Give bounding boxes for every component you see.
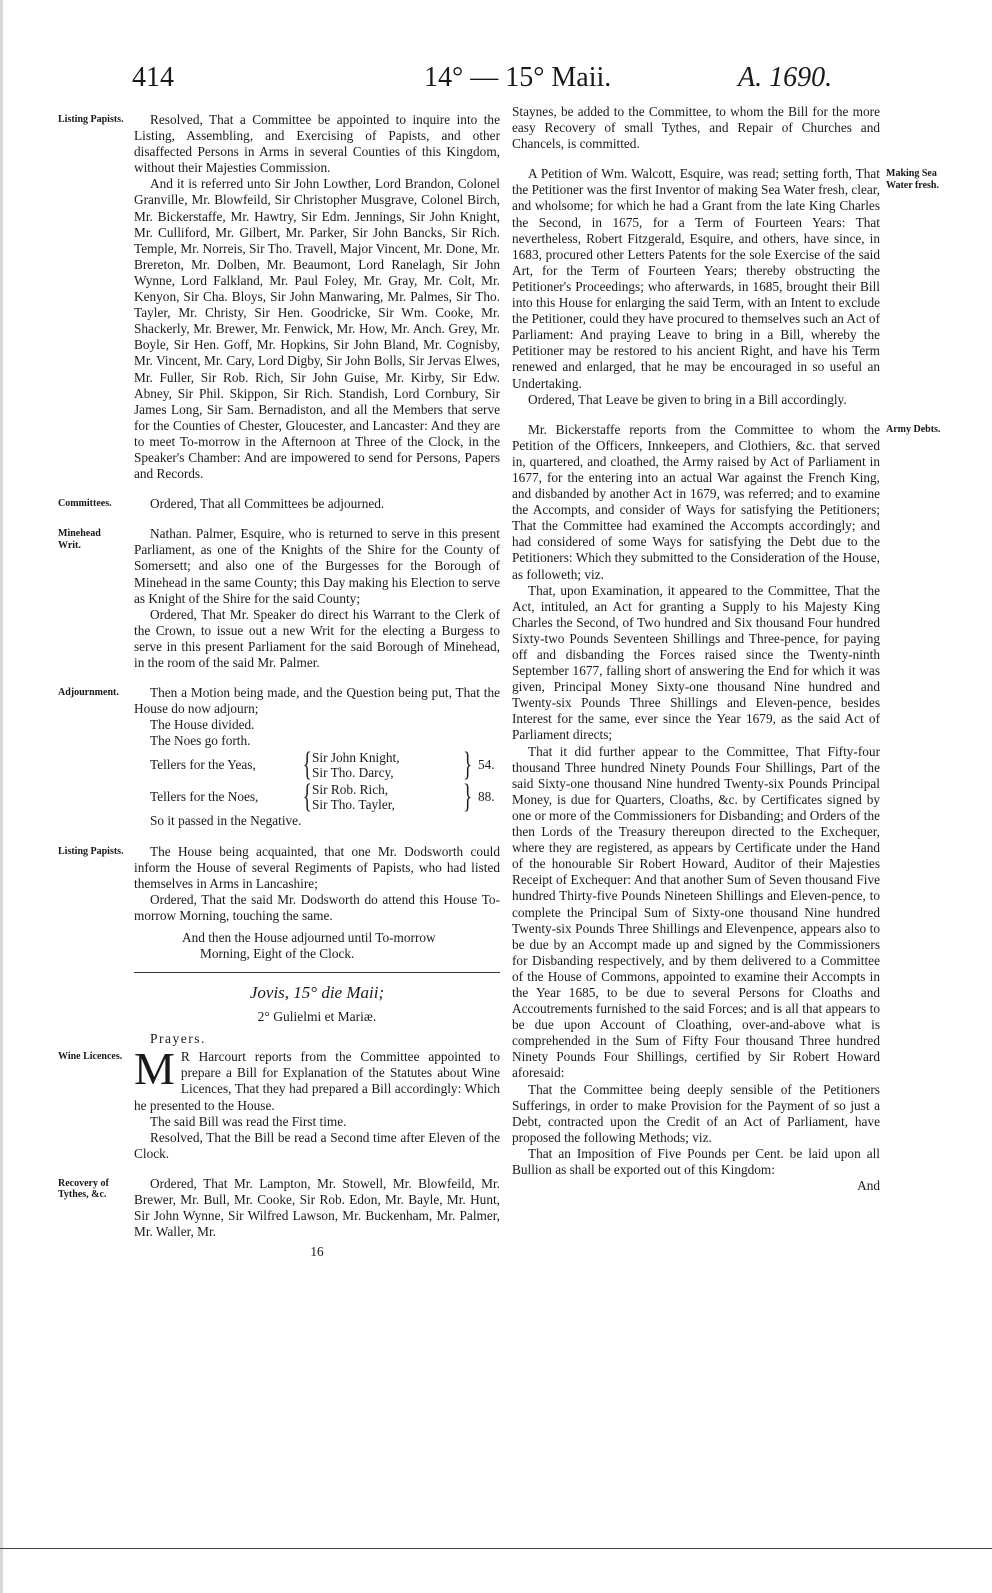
walcott-order: Ordered, That Leave be given to bring in a Bill accordingly.	[528, 391, 847, 407]
tellers-yeas: Tellers for the Yeas, { Sir John Knight, Sir Tho. Darcy, } 54.	[134, 749, 500, 781]
tythes-order: Ordered, That Mr. Lampton, Mr. Stowell, Mr. Blowfeild, Mr. Brewer, Mr. Bull, Mr. Cooke, Sir Rob. Edon, Mr. Bayle, Mr. Hunt, Sir John Wynne, Sir Wilfred Lawson, Mr. Buckenham, Mr. Palmer, Mr. Waller, Mr.	[134, 1175, 500, 1240]
examination-finding: That, upon Examination, it appeared to the Committee, That the Act, intituled, an Act for granting a Supply to his Majesty King Charles the Second, of Two hundred and Six thousand Four hundred Sixty-two Pounds Seventeen Shillings and Three-pence, for paying off and disbanding the Forces raised since the Twenty-ninth September 1677, falling short of answering the End for which it was given, Principal Money Sixty-one thousand Nine hundred and Twenty-six Pounds Three Shillings and Eleven-pence, besides Interest for the same, ever since the Year 1679, as the said Act of Parliament directs;	[512, 582, 880, 743]
tythes-entry	[58, 1175, 500, 1240]
margin-note-committees: Committees.	[58, 498, 112, 510]
order-new-writ: Ordered, That Mr. Speaker do direct his Warrant to the Clerk of the Crown, to issue out a new Writ for the electing a Burgess to serve in this present Parliament for the said Borough of Minehead, in the room of the said Mr. Palmer.	[134, 606, 500, 670]
house-adjourned-line-1: And then the House adjourned until To-morrow	[182, 930, 436, 946]
committee-members: And it is referred unto Sir John Lowther, Lord Brandon, Colonel Granville, Mr. Blowfeild, Sir Christopher Musgrave, Colonel Birch, Mr. Bickerstaffe, Mr. Hawtry, Sir Edm. Jennings, Sir John Knight, Mr. Culliford, Mr. Gilbert, Mr. Parker, Sir John Bancks, Sir Rich. Temple, Mr. Norreis, Sir Tho. Travell, Major Vincent, Mr. Done, Mr. Brereton, Mr. Dolben, Mr. Beaumont, Lord Ranelagh, Sir John Wynne, Lord Falkland, Mr. Paul Foley, Mr. Gray, Mr. Colt, Mr. Kenyon, Sir Cha. Bloys, Sir John Manwaring, Mr. Palmes, Sir Tho. Tayler, Mr. Christy, Sir Hen. Goodricke, Sir Wm. Cooke, Mr. Shackerly, Mr. Brewer, Mr. Fenwick, Mr. How, Mr. Anch. Grey, Mr. Boyle, Sir Hen. Goff, Mr. Hopkins, Sir John Bland, Mr. Cognisby, Mr. Vincent, Mr. Cary, Lord Digby, Sir John Bolls, Sir Jervas Elwes, Mr. Fuller, Sir Rob. Rich, Sir John Guise, Mr. Kirby, Sir Edw. Abney, Sir Phil. Skippon, Sir Rich. Standish, Lord Cornbury, Sir James Long, Sir Sam. Bernadiston, and all the Members that serve for the Counties of Chester, Gloucester, and Lancaster: And they are to meet To-morrow in the Afternoon at Three of the Clock, in the Speaker's Chamber: And are impowered to send for Persons, Papers and Records.	[134, 176, 501, 482]
committees-entry	[58, 496, 500, 512]
dodsworth-entry	[58, 843, 500, 924]
motion-adjourn: Then a Motion being made, and the Question being put, That the House do now adjourn;	[134, 685, 500, 717]
order-adjourn-committees: Ordered, That all Committees be adjourned.	[150, 496, 385, 512]
page-edge-shadow	[0, 0, 3, 1593]
wine-licences-entry	[58, 1043, 500, 1162]
palmer-election: Nathan. Palmer, Esquire, who is returned to serve in this present Parliament, as one of the Knights of the Shire for the County of Somersett; and also one of the Burgesses for the Borough of Minehead in the same County; this Day making his Election to serve as Knight of the Shire for the said County;	[134, 526, 500, 606]
minehead-entry	[58, 526, 500, 671]
noes-count: 88.	[478, 789, 495, 805]
margin-note-wine-licences: Wine Licences.	[58, 1051, 123, 1063]
committee-methods: That the Committee being deeply sensible of the Petitioners Sufferings, in order to make Provision for the Payment of so just a Debt, contracted upon the Credit of an Act of Parliament, have proposed the following Methods; viz.	[512, 1081, 880, 1145]
drop-capital: M	[134, 1043, 175, 1095]
tellers-table	[134, 746, 500, 816]
margin-note-minehead: Minehead Writ.	[58, 528, 101, 551]
tellers-noes: Tellers for the Noes, { Sir Rob. Rich, Sir Tho. Tayler, } 88.	[134, 781, 500, 813]
dodsworth-order: Ordered, That the said Mr. Dodsworth do attend this House To-morrow Morning, touching the same.	[134, 891, 500, 923]
bill-first-reading: The said Bill was read the First time.	[150, 1113, 347, 1129]
prayers-heading: Prayers.	[150, 1031, 206, 1047]
margin-note-army-debts: Army Debts.	[886, 423, 941, 435]
noes-teller-2: Sir Tho. Tayler,	[312, 797, 395, 813]
margin-note-recovery-tythes: Recovery of Tythes, &c.	[58, 1177, 109, 1201]
right-column	[512, 104, 941, 1194]
yeas-teller-2: Sir Tho. Darcy,	[312, 765, 394, 781]
margin-note-listing-papists-2: Listing Papists.	[58, 845, 124, 857]
harcourt-report: M R Harcourt reports from the Committee appointed to prepare a Bill for Explanation of the Statutes about Wine Licences, That they had prepared a Bill accordingly: Which he presented to the House.	[134, 1043, 500, 1113]
house-adjourned-line-2: Morning, Eight of the Clock.	[200, 946, 355, 962]
margin-note-adjournment: Adjournment.	[58, 687, 119, 699]
bullion-imposition: That an Imposition of Five Pounds per Cent. be laid upon all Bullion as shall be exported out of this Kingdom:	[512, 1145, 880, 1177]
tellers-noes-label: Tellers for the Noes,	[150, 789, 259, 805]
tythes-continued: Staynes, be added to the Committee, to whom the Bill for the more easy Recovery of small Tythes, and Repair of Churches and Chancels, is committed.	[512, 104, 880, 152]
house-divided: The House divided.	[150, 717, 255, 733]
left-column	[58, 112, 501, 1260]
bill-second-reading: Resolved, That the Bill be read a Second time after Eleven of the Clock.	[134, 1129, 500, 1161]
army-debts-entry	[512, 421, 941, 1195]
resolution-committee: Resolved, That a Committee be appointed to inquire into the Listing, Assembling, and Exercising of Papists, and other disaffected Persons in Arms in several Counties of this Kingdom, without their Majesties Commission.	[134, 112, 500, 176]
page-bottom-edge	[0, 1548, 992, 1549]
running-header	[0, 62, 992, 102]
header-year: A. 1690.	[738, 62, 833, 93]
regnal-year: 2° Gulielmi et Mariæ.	[257, 1009, 377, 1025]
dodsworth-report: The House being acquainted, that one Mr. Dodsworth could inform the House of several Regiments of Papists, who had listed themselves in Arms in Lancashire;	[134, 843, 500, 891]
walcott-entry	[512, 166, 939, 407]
yeas-count: 54.	[478, 757, 495, 773]
further-finding: That it did further appear to the Committee, That Fifty-four thousand Three hundred Ninety Pounds Four Shillings, Part of the said Sixty-one thousand Nine hundred Twenty-six Pounds Principal Money, is due for Quarters, Cloaths, &c. by Certificates signed by one or more of the Commissioners for Disbanding; and Orders of the then Lords of the Treasury thereupon directed to the Exchequer, where they are registered, as appears by Certificate under the Hand of the honourable Sir Robert Howard, Auditor of their Majesties Receipt of Exchequer: And that another Sum of Seven thousand Five hundred Thirty-five Pounds Nineteen Shillings and Eleven-pence, to complete the Principal Sum of Sixty-one thousand Nine hundred Twenty-six Pounds Three Shillings and Elevenpence, appears also to be due by an Accompt made up and signed by the Commissioners for Disbanding respectively, and by them delivered to a Committee of the House of Commons, appointed to examine their Accompts in the Year 1685, to be due to several Persons for Cloaths and Accoutrements furnished to the said Forces; and is all that appears to be due upon Account of Cloathing, over-and-above what is comprehended in the Sum of Fifty Four thousand Three hundred Ninety Pounds Four Shillings, certified by Sir Robert Howard aforesaid:	[512, 743, 880, 1081]
page-number: 414	[132, 62, 174, 93]
yeas-teller-1: Sir John Knight,	[312, 750, 400, 766]
noes-go-forth: The Noes go forth.	[150, 733, 251, 749]
margin-note-sea-water: Making Sea Water fresh.	[886, 168, 939, 191]
listing-papists-entry	[58, 112, 501, 482]
header-dates: 14° — 15° Maii.	[424, 62, 612, 93]
margin-note-listing-papists: Listing Papists.	[58, 114, 124, 125]
section-rule	[134, 972, 500, 973]
walcott-petition: A Petition of Wm. Walcott, Esquire, was read; setting forth, That the Petitioner was the first Inventor of making Sea Water fresh, clear, and wholsome; for which he had a Grant from the late King Charles the Second, in 1675, for a Term of Fourteen Years: That nevertheless, Robert Fitzgerald, Esquire, and others, have since, in 1683, procured other Letters Patents for the sole Exercise of the said Art, for the Term of Fourteen Years; thereby obstructing the Petitioner's Proceedings; who afterwards, in 1685, brought their Bill into this House for enlarging the said Term, with an Intent to exclude the Petitioner, could they have procured to themselves such an Act of Parliament: And praying Leave to bring in a Bill, whereby the Petitioner may be restored to his ancient Right, and have his Term renewed and enlarged, that he may be encouraged in so useful an Undertaking.	[512, 166, 880, 391]
tellers-yeas-label: Tellers for the Yeas,	[150, 757, 256, 773]
adjournment-entry	[58, 685, 500, 829]
bickerstaffe-report: Mr. Bickerstaffe reports from the Committee to whom the Petition of the Officers, Innkeepers, and Clothiers, &c. that served in, quartered, and cloathed, the Army raised by Act of Parliament in 1677, for the entering into an actual War against the French King, and disbanded by another Act in 1679, was referred; and to examine the Accompts, and consider of Ways for satisfying the Petitioners; That the Committee had examined the Accompts accordingly; and had considered of some Ways for satisfying the Debt due to the Petitioners: Which they submitted to the Consideration of the House, as followeth; viz.	[512, 421, 880, 582]
signature-mark: 16	[310, 1244, 324, 1260]
noes-teller-1: Sir Rob. Rich,	[312, 782, 389, 798]
catchword: And	[857, 1178, 880, 1194]
day-heading: Jovis, 15° die Maii;	[249, 983, 385, 1003]
passed-negative: So it passed in the Negative.	[150, 813, 302, 829]
